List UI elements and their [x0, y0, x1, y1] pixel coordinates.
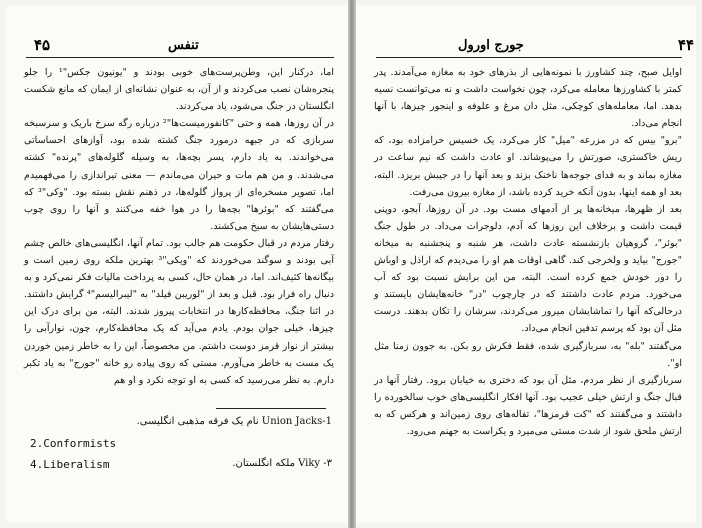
- paragraph: در آن روزها، همه و حتی "کانفورمیست‌ها"² درباره رگه سرخ باریک و سرسبخه سربازی که در جبهه درمورد جنگ کشته شده بود، آوازهای احساساتی می‌خواندند. به یاد دارم، پسر بچه‌ها، به وسیله گلوله‌های "پرنده" کشته می‌شدند. و من هم مات و حیران می‌ماندم — معنی تیراندازی را می‌فهمیدم اما، تصویر مسخره‌ای از پرواز گلوله‌ها، در ذهنم نقش بسته بود. "وکی"³ که می‌گفتند که "بوئرها" بچه‌ها را در هوا خفه می‌کنند و آنها را روی چوب دستی‌هایشان به سیخ می‌کشند.: [24, 118, 334, 232]
- paragraph: رفتار مردم در قبال حکومت هم جالب بود. تمام آنها، انگلیسی‌های خالص چشم آبی بودند و سوگند می‌خوردند که "ویکی"³ بهترین ملکه روی زمین است و بیگانه‌ها کثیف‌اند. اما، در همان حال، کسی به پرداخت مالیات فکر نمی‌کرد و به دنبال راه فرار بود. قبل و بعد از "لوریبن فیلد" به "لیبرالیسم"⁴ گرایش داشتند. در اثنا جنگ، محافظه‌کارها در انتخابات پیروز شدند. البته، من برای درک این چیزها، خیلی جوان بودم. یادم می‌آید که یک محافظه‌کارم، چون، نوارآبی را بیشتر از نوار قرمز دوست داشتم. من مخصوصاً، این را به خاطر زمین خوردن یک مست به خاطر می‌آورم. مستی که روی پیاده رو خانه "جورج" به یاد تکبر دارم. به نظر می‌رسید که کسی به او توجه نکرد و او هم: [24, 237, 334, 386]
- footnote-2: 2.Conformists: [30, 437, 117, 450]
- paragraph: می‌گفتند "بله" به، سربازگیری شده، فقط فکرش رو بکن. به جوون زمنا مثل او".: [374, 340, 682, 369]
- footnote-divider: [216, 408, 326, 409]
- paragraph: بعد از ظهرها، میخانه‌ها پر از آدمهای مست بود. در آن روزها، آبجو، دوپنی قیمت داشت و برخلاف این روزها که آدم، دلوجرات می‌داد. در طول جنگ "بوئر"، گروهیان بازنشسته عادت داشت، هر شنبه و پنجشنبه به میخانه "جورج" بیاید و ولخرجی کند. گاهی اوقات هم او را می‌دیدم که اراذل و اوباش را دور خودش جمع کرده است. البته، من این برایش نسبت بود که آب می‌خورد. مردم عادت داشتند که در چارچوب "در" خانه‌هایشان بایستند و درحالی‌که آنها را تماشایشان میرور می‌کردند، سرشان را تکان بدهند. درست مثل آن بود که پرسم تدفین انجام می‌داد.: [374, 203, 682, 335]
- footnote-4: 4.Liberalism: [30, 458, 110, 471]
- running-title: تنفس: [168, 38, 199, 53]
- paragraph: "برو" بیس که در مزرعه "میل" کار می‌کرد، یک خسیس حرامزاده بود، که ریش خاکستری، صورتش را می‌پوشاند. او عادت داشت که نیم ساعت در مغازه بماند و به فدای جوجه‌ها ناخنک بزند و بعد آنها را در جیبش بریزد. البته، بعد او همه اینها، بدون آنکه خرید کرده باشد، از مغازه بیرون می‌رفت.: [374, 135, 682, 198]
- paragraph: اوایل صبح، چند کشاورز با نمونه‌هایی از بذرهای خود به مغازه می‌آمدند. پدر کمتر با کشاورزها معامله می‌کرد، چون نخواست داشت و نه می‌توانست نسیه بدهد. اما، معامله‌های کوچکی، مثل دان مرغ و علوفه و اینجور چیزها، با آنها انجام می‌داد.: [374, 67, 682, 130]
- left-page: [6, 6, 348, 522]
- left-page-header: [28, 36, 332, 56]
- footnote-1: Union Jacks-1 نام یک فرقه مذهبی انگلیسی.: [136, 416, 332, 427]
- right-page-body: [374, 64, 682, 440]
- header-rule: [26, 57, 334, 58]
- left-page-body: [24, 64, 334, 389]
- running-title: جورج اورول: [458, 38, 524, 53]
- right-page: [356, 6, 696, 522]
- page-number: ۴۵: [34, 36, 51, 54]
- page-number: ۴۴: [678, 36, 695, 54]
- paragraph: اما، درکنار این، وطن‌پرست‌های خوبی بودند و "یونیون جکس"¹ را جلو پنجره‌شان نصب می‌کردند و از آن، به عنوان نشانه‌ای از ایمان که مانع شکست انگلستان در جنگ می‌شود، یاد می‌کردند.: [24, 67, 334, 113]
- header-rule: [376, 57, 682, 58]
- book-gutter: [348, 0, 356, 528]
- footnote-3: Viky -۳ ملکه انگلستان.: [232, 458, 332, 469]
- paragraph: سربازگیری از نظر مردم، مثل آن بود که دختری به خیابان برود. رفتار آنها در قبال جنگ و ارتش خیلی عجیب بود. آنها افکار انگلیسی‌های خوب سالخورده را داشتند و می‌گفتند که "کت قرمزها"، تفاله‌های روی زمین‌اند و هرکس که به ارتش ملحق شود از شدت مستی می‌میرد و یکراست به جهنم می‌رود.: [374, 374, 682, 437]
- right-page-header: [378, 36, 695, 56]
